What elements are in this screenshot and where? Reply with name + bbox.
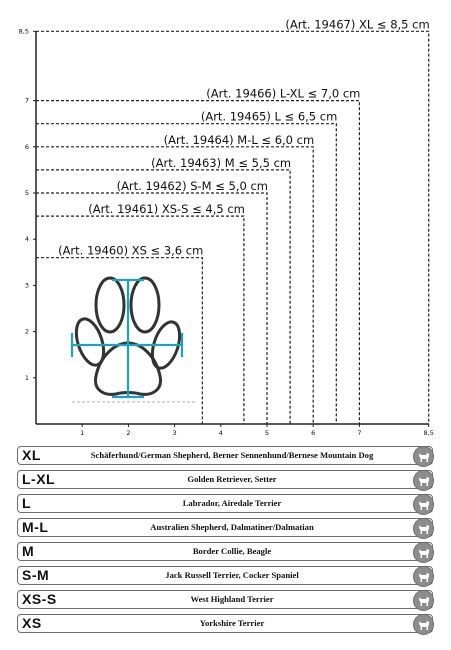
table-row — [17, 542, 433, 561]
y-tick-label: 5 — [24, 189, 29, 197]
size-label: XL — [22, 447, 41, 463]
x-tick-label: 7 — [357, 429, 362, 437]
breed-list: Jack Russell Terrier, Cocker Spaniel — [165, 570, 299, 580]
y-tick-label: 1 — [24, 373, 29, 382]
size-label: XS-S — [22, 591, 57, 607]
table-row — [17, 518, 433, 537]
size-outline — [36, 101, 359, 424]
dog-icon — [413, 566, 434, 587]
size-label: S-M — [22, 567, 50, 583]
breed-list: Labrador, Airedale Terrier — [182, 498, 282, 508]
dog-icon — [413, 590, 434, 611]
size-label: (Art. 19460) XS ≤ 3,6 cm — [58, 243, 204, 258]
size-label: L-XL — [22, 471, 56, 487]
y-tick-label: 7 — [24, 96, 29, 105]
table-row — [17, 566, 433, 585]
dog-icon — [413, 542, 434, 563]
table-row — [17, 470, 433, 489]
dog-icon — [413, 518, 434, 539]
table-row — [17, 614, 433, 633]
y-tick-label: 8,5 — [18, 27, 29, 36]
table-row — [17, 446, 433, 465]
breed-list: Border Collie, Beagle — [192, 546, 272, 556]
dog-icon — [413, 470, 434, 491]
breed-list: Golden Retriever, Setter — [187, 474, 277, 484]
paw-toe-inner-right — [131, 278, 159, 332]
y-tick-label: 2 — [24, 327, 29, 336]
size-label: M-L — [22, 519, 49, 535]
paw-toe-inner-left — [96, 278, 124, 332]
x-tick-label: 1 — [80, 429, 85, 437]
breed-list: West Highland Terrier — [190, 594, 274, 604]
breed-list: Australien Shepherd, Dalmatiner/Dalmatian — [150, 522, 314, 532]
size-label: (Art. 19467) XL ≤ 8,5 cm — [285, 17, 430, 32]
size-label: M — [22, 543, 35, 559]
size-label: (Art. 19465) L ≤ 6,5 cm — [200, 109, 338, 124]
y-tick-label: 4 — [24, 235, 29, 244]
dog-icon — [413, 494, 434, 515]
size-outline — [36, 193, 267, 424]
size-label: (Art. 19464) M-L ≤ 6,0 cm — [163, 132, 315, 147]
size-label: XS — [22, 615, 42, 631]
table-row — [17, 590, 433, 609]
size-label: (Art. 19466) L-XL ≤ 7,0 cm — [206, 86, 361, 101]
breed-list: Yorkshire Terrier — [199, 618, 265, 628]
x-tick-label: 5 — [264, 429, 270, 437]
x-tick-label: 6 — [311, 429, 316, 437]
dog-icon — [413, 446, 434, 467]
paw-print-illustration — [71, 278, 196, 402]
x-tick-label: 2 — [126, 429, 131, 437]
size-label: (Art. 19463) M ≤ 5,5 cm — [151, 155, 292, 170]
size-label: (Art. 19461) XS-S ≤ 4,5 cm — [88, 202, 245, 217]
table-row — [17, 494, 433, 513]
dog-icon — [413, 614, 434, 635]
x-tick-label: 4 — [218, 429, 223, 437]
size-label: L — [22, 495, 32, 511]
y-tick-label: 6 — [24, 142, 29, 151]
breed-list: Schäferhund/German Shepherd, Berner Sennenhund/Bernese Mountain Dog — [90, 450, 374, 460]
x-tick-label: 3 — [172, 429, 177, 437]
size-label: (Art. 19462) S-M ≤ 5,0 cm — [116, 179, 268, 193]
breed-table — [17, 446, 433, 638]
y-tick-label: 3 — [24, 281, 29, 290]
x-tick-label: 8,5 — [423, 429, 434, 437]
